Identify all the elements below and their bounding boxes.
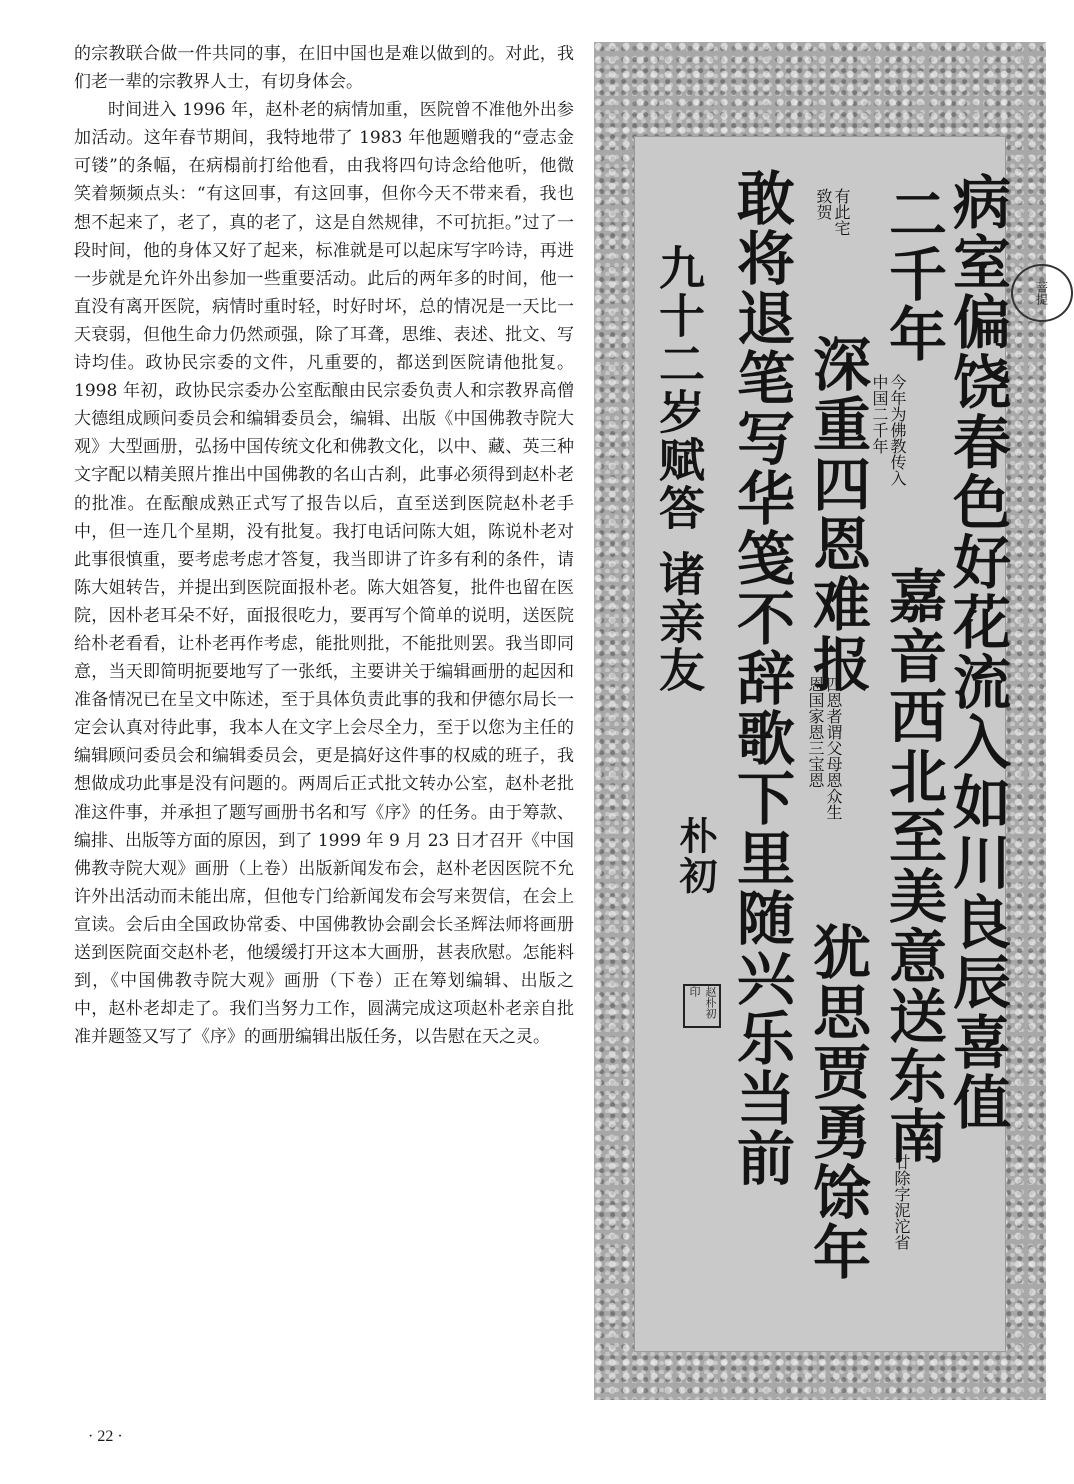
paragraph-2: 时间进入 1996 年，赵朴老的病情加重，医院曾不准他外出参加活动。这年春节期间，我特地带了 1983 年他题赠我的“壹志金可镂”的条幅，在病榻前打给他看，由我将四句诗念给他听，他微笑着频频点头：“有这回事，有这回事，但你今天不带来看，我也想不起来了，老了，真的老了，这是自然规律，不可抗拒。”过了一段时间，他的身体又好了起来，标准就是可以起床写字吟诗，再进一步就是允许外出参加一些重要活动。此后的两年多的时间，他一直没有离开医院，病情时重时轻，时好时坏，总的情况是一天比一天衰弱，但他生命力仍然顽强，除了耳聋，思维、表述、批文、写诗均佳。政协民宗委的文件，凡重要的，都送到医院请他批复。1998 年初，政协民宗委办公室酝酿由民宗委负责人和宗教界高僧大德组成顾问委员会和编辑委员会，编辑、出版《中国佛教寺院大观》大型画册，弘扬中国传统文化和佛教文化，以中、藏、英三种文字配以精美照片推出中国佛教的名山古刹，此事必须得到赵朴老的批准。在酝酿成熟正式写了报告以后，直至送到医院赵朴老手中，但一连几个星期，没有批复。我打电话问陈大姐，陈说朴老对此事很慎重，要考虑考虑才答复，我当即讲了许多有利的条件，请陈大姐转告，并提出到医院面报朴老。陈大姐答复，批件也留在医院，因朴老耳朵不好，面报很吃力，要再写个简单的说明，送医院给朴老看看，让朴老再作考虑，能批则批，不能批则罢。我当即同意，当天即简明扼要地写了一张纸，主要讲关于编辑画册的起因和准备情况已在呈文中陈述，至于具体负责此事的我和伊德尔局长一定会认真对待此事，我本人在文字上会尽全力，至于以您为主任的编辑顾问委员会和编辑委员会，更是搞好这件事的权威的班子，我想做成功此事是没有问题的。两周后正式批文转办公室，赵朴老批准这件事，并承担了题写画册书名和写《序》的任务。由于筹款、编排、出版等方面的原因，到了 1999 年 9 月 23 日才召开《中国佛教寺院大观》画册（上卷）出版新闻发布会，赵朴老因医院不允许外出活动而未能出席，但他专门给新闻发布会写来贺信，在会上宣读。会后由全国政协常委、中国佛教协会副会长圣辉法师将画册送到医院面交赵朴老，他缓缓打开这本大画册，甚表欣慰。怎能料到，《中国佛教寺院大观》画册（下卷）正在筹划编辑、出版之中，赵朴老却走了。我们当努力工作，圆满完成这项赵朴老亲自批准并题签又写了《序》的画册编辑出版任务，以告慰在天之灵。	[74, 100, 574, 1048]
seal-mark-top	[1011, 264, 1073, 322]
calligraphy-scroll	[594, 42, 1049, 1400]
calligraphy-column-3: 深重四恩难报	[803, 334, 871, 694]
calligraphy-column-1: 病室偏饶春色好花流入如川良辰喜值	[943, 172, 1011, 1132]
calligraphy-note-greeting: 有此宅 致贺	[814, 188, 851, 236]
seal-bottom-text: 赵朴初印	[688, 986, 717, 1019]
seal-mark-bottom	[683, 984, 721, 1028]
paragraph-1: 的宗教联合做一件共同的事，在旧中国也是难以做到的。对此，我们老一辈的宗教界人士，有切身体会。	[74, 44, 574, 93]
calligraphy-paper	[634, 136, 1049, 1352]
calligraphy-column-2-continued: 嘉音西北至美意送东南	[879, 566, 947, 1166]
calligraphy-column-2: 二千年	[879, 184, 947, 364]
article-body	[74, 40, 574, 1051]
calligraphy-signature: 朴初	[673, 816, 718, 896]
calligraphy-column-dedication: 九十二岁赋答 诸亲友	[652, 244, 706, 695]
calligraphy-note-four-graces: 四恩者谓父母恩众生恩国家恩三宝恩	[806, 676, 843, 820]
seal-top-text: 菩提	[1034, 281, 1049, 305]
page-number: · 22 ·	[88, 1428, 123, 1445]
calligraphy-column-4: 敢将退笔写华笺不辞歌下里随兴乐当前	[727, 168, 795, 1188]
calligraphy-column-3-continued: 犹思贾勇馀年	[803, 922, 871, 1282]
calligraphy-note-small: 廿除字泥沱省	[892, 1154, 911, 1250]
calligraphy-note-2000-years: 今年为佛教传入中国二千年	[870, 374, 907, 486]
